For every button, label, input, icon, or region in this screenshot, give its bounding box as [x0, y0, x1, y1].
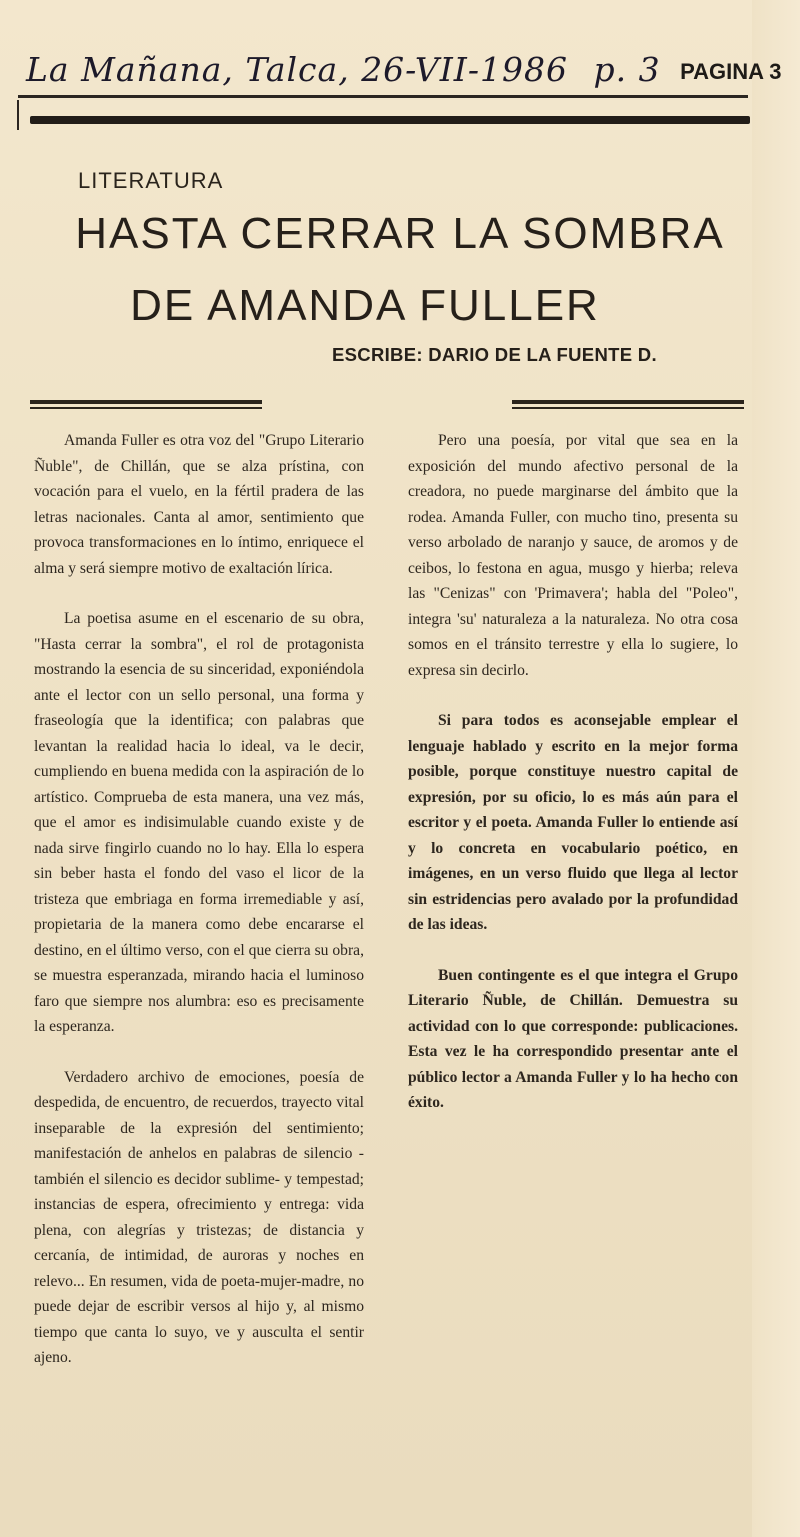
- article-byline: ESCRIBE: DARIO DE LA FUENTE D.: [332, 344, 657, 365]
- paragraph: Buen contingente es el que integra el Grupo Literario Ñuble, de Chillán. Demuestra su actividad con lo que corresponde: publicaciones. Esta vez le ha correspondido presentar ante el público lector a Amanda Fuller y lo ha hecho con éxito.: [408, 966, 738, 1111]
- handwritten-page: p. 3: [593, 50, 661, 89]
- divider-right: [512, 400, 744, 404]
- margin-tick: [17, 100, 19, 130]
- header-rule-thick: [30, 116, 750, 124]
- article-title-line-1: HASTA CERRAR LA SOMBRA: [75, 209, 725, 258]
- article-title: [40, 203, 760, 337]
- header-rule-thin: [18, 95, 748, 98]
- clipped-header-fragment: PAGINA 3: [680, 59, 782, 84]
- divider-right-thin: [512, 407, 744, 409]
- paragraph: Verdadero archivo de emociones, poesía de despedida, de encuentro, de recuerdos, trayecto vital inseparable de la expresión del sentimiento; manifestación de anhelos en palabras de silencio -también el silencio es decidor sublime- y tempestad; instancias de espera, ofrecimiento y entrega: vida plena, con alegrías y tristezas; de distancia y cercanía, de intimidad, de auroras y noches en relevo... En resumen, vida de poeta-mujer-madre, no puede dejar de escribir versos al hijo y, al mismo tiempo que canta lo suyo, ve y ausculta el sentir ajeno.: [34, 1068, 364, 1366]
- paragraph: La poetisa asume en el escenario de su obra, "Hasta cerrar la sombra", el rol de protagonista mostrando la esencia de su sinceridad, exponiéndola ante el lector con un sello personal, una forma y fraseología que la identifica; con palabras que levantan la realidad hacia lo ideal, va le decir, cumpliendo en buena medida con la aspiración de lo artístico. Comprueba de esta manera, una vez más, que el amor es indisimulable cuando existe y de nada sirve fingirlo cuando no lo hay. Ella lo espera sin beber hasta el fondo del vaso el licor de la tristeza que embriaga en forma irremediable y así, propietaria de la manera como debe encararse el destino, en el último verso, con el que cierra su obra, se muestra esperanzada, mirando hacia el luminoso faro que siempre nos alumbra: eso es precisamente la esperanza.: [34, 610, 364, 1035]
- handwritten-date: La Mañana, Talca, 26-VII-1986: [26, 50, 568, 89]
- article-column-left: [34, 428, 364, 1508]
- section-label: LITERATURA: [78, 168, 224, 193]
- article-column-right: [408, 428, 738, 1508]
- paragraph: Amanda Fuller es otra voz del "Grupo Literario Ñuble", de Chillán, que se alza prístina, con vocación para el vuelo, en la fértil pradera de las letras nacionales. Canta al amor, sentimiento que provoca transformaciones en lo íntimo, enriquece el alma y será siempre motivo de exaltación lírica.: [34, 432, 364, 577]
- divider-left: [30, 400, 262, 404]
- article-title-line-2: DE AMANDA FULLER: [130, 281, 600, 330]
- paragraph: Si para todos es aconsejable emplear el lenguaje hablado y escrito en la mejor forma posible, porque constituye nuestro capital de expresión, por su oficio, lo es más aún para el escritor y el poeta. Amanda Fuller lo entiende así y lo concreta en vocabulario poético, en imágenes, en un verso fluido que llega al lector sin estridencias pero avalado por la profundidad de las ideas.: [408, 712, 738, 933]
- divider-left-thin: [30, 407, 262, 409]
- handwritten-source-note: [26, 50, 782, 96]
- paragraph: Pero una poesía, por vital que sea en la exposición del mundo afectivo personal de la creadora, no puede marginarse del ámbito que la rodea. Amanda Fuller, con mucho tino, presenta su verso arbolado de naranjo y sauce, de aromos y de ceibos, lo festona en agua, musgo y hierba; releva las "Cenizas" con 'Primavera'; habla del "Poleo", integra 'su' naturaleza a la naturaleza. No otra cosa somos en el tránsito terrestre y ella lo sugiere, lo expresa sin decirlo.: [408, 432, 738, 679]
